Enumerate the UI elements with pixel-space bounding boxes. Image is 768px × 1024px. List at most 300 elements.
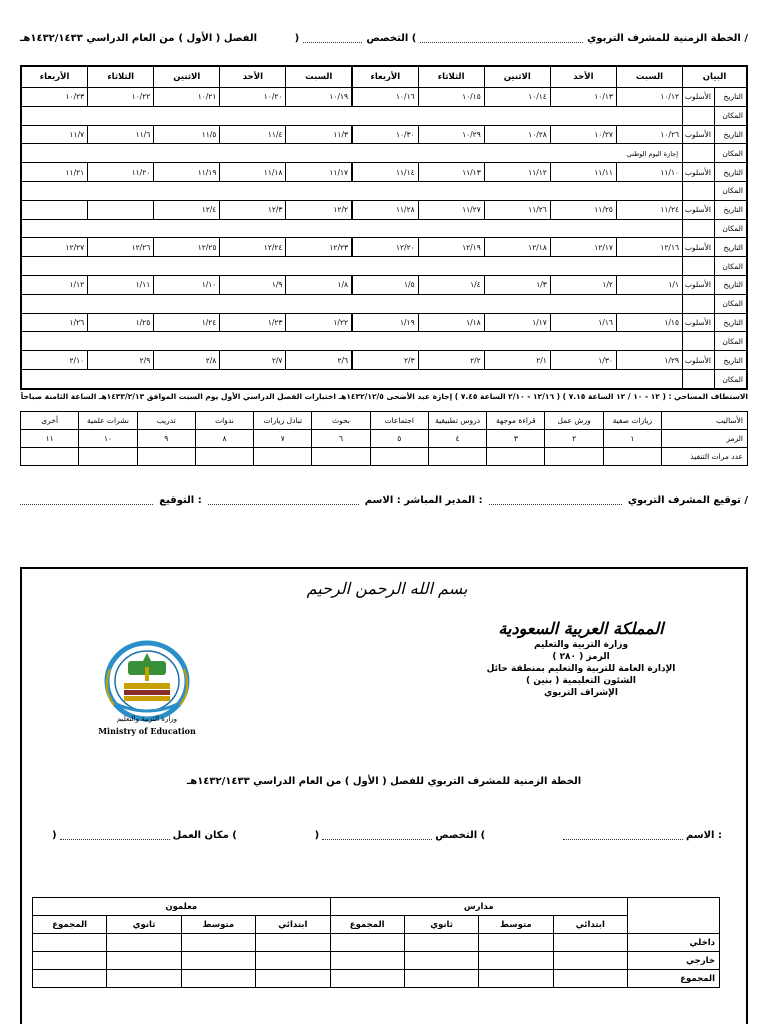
counts-group-header-row xyxy=(33,898,720,916)
schedule-date-cell[interactable] xyxy=(418,351,484,370)
schedule-date-cell[interactable] xyxy=(220,200,286,219)
counts-cell[interactable] xyxy=(553,952,627,970)
plan-header-line xyxy=(20,30,748,46)
date-value: ١٢/١٨ xyxy=(528,242,547,252)
date-value: ١/١٨ xyxy=(466,318,481,328)
schedule-date-cell[interactable] xyxy=(220,87,286,106)
work-place-label: مكان العمل ( xyxy=(172,829,237,841)
schedule-date-cell[interactable] xyxy=(286,200,352,219)
date-value: ١١/١٤ xyxy=(395,167,415,177)
schedule-place-row xyxy=(22,144,747,163)
level-header: ابتدائي xyxy=(256,916,330,934)
schedule-date-cell[interactable] xyxy=(484,87,550,106)
schedule-header-cell: الأحد xyxy=(220,67,286,88)
schedule-date-cell[interactable] xyxy=(616,87,682,106)
logo-caption-arabic: وزارة التربية والتعليم xyxy=(116,715,178,723)
schedule-date-cell[interactable] xyxy=(286,351,352,370)
execution-count-cell[interactable] xyxy=(428,448,486,466)
method-code: ٧ xyxy=(254,430,312,448)
schedule-date-cell[interactable] xyxy=(484,276,550,295)
method-row-label: الأسلوب xyxy=(683,200,715,219)
execution-count-cell[interactable] xyxy=(21,448,79,466)
director-name-label: المدير المباشر : الاسم : xyxy=(364,494,483,506)
method-code: ١٠ xyxy=(79,430,137,448)
counts-cell[interactable] xyxy=(256,970,330,988)
method-row-label: الأسلوب xyxy=(683,163,715,182)
method-name: تبادل زيارات xyxy=(254,412,312,430)
date-row-label: التاريخ xyxy=(715,351,747,370)
counts-cell[interactable] xyxy=(553,970,627,988)
schedule-date-cell[interactable] xyxy=(22,125,88,144)
schedule-date-cell[interactable] xyxy=(22,313,88,332)
schedule-date-cell[interactable] xyxy=(154,238,220,257)
schedule-date-cell[interactable] xyxy=(616,200,682,219)
counts-cell[interactable] xyxy=(181,952,255,970)
signature-line xyxy=(20,492,748,508)
schedule-place-cell[interactable] xyxy=(22,106,683,125)
date-value: ١١/٢٤ xyxy=(660,205,679,215)
specialty-blank[interactable] xyxy=(303,33,362,43)
schedule-header-cell: الأحد xyxy=(550,67,616,88)
date-value: ١١/١١ xyxy=(594,167,613,177)
place-row-spacer xyxy=(683,219,715,238)
ministry-name: وزارة التربية والتعليم xyxy=(533,640,629,650)
date-value: ١/٢٥ xyxy=(135,318,151,328)
level-header: المجموع xyxy=(330,916,404,934)
date-value: ١/٢٤ xyxy=(201,318,217,328)
execution-count-cell[interactable] xyxy=(603,448,661,466)
date-value: ١٠/٢٠ xyxy=(263,92,283,102)
method-name: ندوات xyxy=(195,412,253,430)
schedule-place-cell[interactable] xyxy=(22,294,683,313)
schedule-date-cell[interactable] xyxy=(550,87,616,106)
schedule-date-cell[interactable] xyxy=(418,238,484,257)
schedule-date-row xyxy=(22,238,747,257)
date-value: ١/٥ xyxy=(404,280,415,290)
cover-specialty-close: ) xyxy=(314,829,320,841)
schedule-date-cell[interactable] xyxy=(286,276,352,295)
counts-cell[interactable] xyxy=(107,934,181,952)
counts-cell[interactable] xyxy=(181,970,255,988)
method-row-label: الأسلوب xyxy=(683,87,715,106)
schedule-date-cell[interactable] xyxy=(484,351,550,370)
work-place-group xyxy=(52,830,237,841)
schedule-date-cell[interactable] xyxy=(220,163,286,182)
date-value: ١٠/٢٩ xyxy=(462,129,481,139)
schedule-date-cell[interactable] xyxy=(88,276,154,295)
schedule-place-row xyxy=(22,181,747,200)
date-value: ١١/١٨ xyxy=(263,167,283,177)
date-value: ١٠/١٩ xyxy=(329,92,349,102)
date-value: ١/١٠ xyxy=(201,280,217,290)
date-value: ١/١٧ xyxy=(532,318,547,328)
schedule-grid xyxy=(21,66,747,389)
level-header: متوسط xyxy=(479,916,553,934)
schedule-date-cell[interactable] xyxy=(88,163,154,182)
date-value: ٢/٦ xyxy=(337,355,349,365)
date-value: ١١/٧ xyxy=(69,129,85,139)
schedule-header-cell: الاثنين xyxy=(484,67,550,88)
schools-header: مدارس xyxy=(330,898,628,916)
place-row-spacer xyxy=(683,257,715,276)
schedule-date-cell[interactable] xyxy=(352,276,418,295)
counts-row-label: داخلي xyxy=(628,934,720,952)
execution-count-cell[interactable] xyxy=(487,448,545,466)
schedule-date-cell[interactable] xyxy=(418,125,484,144)
date-value: ١٢/١٧ xyxy=(594,242,613,252)
counts-cell[interactable] xyxy=(479,934,553,952)
directorate-name: الإدارة العامة للتربية والتعليم بمنطقة حائل xyxy=(486,664,676,674)
schedule-place-cell[interactable] xyxy=(22,181,683,200)
execution-count-cell[interactable] xyxy=(195,448,253,466)
date-value: ١١/٢٧ xyxy=(462,205,481,215)
schedule-date-cell[interactable] xyxy=(550,200,616,219)
date-row-label: التاريخ xyxy=(715,200,747,219)
date-value: ١٠/٣٠ xyxy=(395,129,415,139)
method-row-label: الأسلوب xyxy=(683,313,715,332)
work-place-blank[interactable] xyxy=(60,830,170,840)
counts-cell[interactable] xyxy=(404,952,478,970)
schedule-date-cell[interactable] xyxy=(22,200,88,219)
place-row-spacer xyxy=(683,294,715,313)
schedule-date-cell[interactable] xyxy=(550,276,616,295)
date-row-label: التاريخ xyxy=(715,276,747,295)
schedule-place-cell[interactable] xyxy=(22,332,683,351)
date-row-label: التاريخ xyxy=(715,125,747,144)
methods-table xyxy=(20,411,748,466)
counts-row-label: خارجي xyxy=(628,952,720,970)
counts-cell[interactable] xyxy=(33,934,107,952)
date-value: ١٢/٢٠ xyxy=(395,242,415,252)
date-value: ١١/٢٠ xyxy=(131,167,151,177)
date-row-label: التاريخ xyxy=(715,238,747,257)
method-name: ورش عمل xyxy=(545,412,603,430)
place-row-spacer xyxy=(683,332,715,351)
schedule-date-cell[interactable] xyxy=(22,351,88,370)
supervisor-info-line xyxy=(52,827,722,843)
schedule-date-cell[interactable] xyxy=(220,276,286,295)
name-group xyxy=(563,830,722,841)
schedule-date-cell[interactable] xyxy=(616,351,682,370)
educational-affairs: الشئون التعليمية ( بنين ) xyxy=(526,676,636,686)
schedule-date-cell[interactable] xyxy=(220,238,286,257)
date-value: ١/٢٣ xyxy=(267,318,283,328)
level-header: المجموع xyxy=(33,916,107,934)
method-code: ٩ xyxy=(137,430,195,448)
schedule-header-cell: الاثنين xyxy=(154,67,220,88)
date-value: ٢/١ xyxy=(536,355,547,365)
execution-count-cell[interactable] xyxy=(545,448,603,466)
ministry-code: الرمز ( ٢٨٠ ) xyxy=(552,652,610,662)
counts-level-header-row xyxy=(33,916,720,934)
date-value: ١/١١ xyxy=(135,280,151,290)
schedule-date-cell[interactable] xyxy=(418,276,484,295)
schedule-date-cell[interactable] xyxy=(484,125,550,144)
date-value: ١/٢٢ xyxy=(333,318,349,328)
date-value: ١٠/٢٨ xyxy=(528,129,547,139)
date-value: ١/٩ xyxy=(271,280,283,290)
date-value: ١٢/٢ xyxy=(333,205,349,215)
date-value: ١١/١٣ xyxy=(462,167,481,177)
schedule-date-cell[interactable] xyxy=(22,163,88,182)
date-value: ١٠/١٤ xyxy=(528,92,547,102)
date-value: ١٠/٢١ xyxy=(197,92,217,102)
place-row-label: المكان xyxy=(715,181,747,200)
cover-specialty-blank[interactable] xyxy=(322,830,432,840)
date-value: ١٢/٢٦ xyxy=(131,242,151,252)
place-row-spacer xyxy=(683,370,715,389)
schedule-date-cell[interactable] xyxy=(550,125,616,144)
date-value: ١١/٥ xyxy=(201,129,217,139)
schedule-date-cell[interactable] xyxy=(616,276,682,295)
date-value: ٢/٣ xyxy=(404,355,415,365)
method-name: اجتماعات xyxy=(370,412,428,430)
schedule-date-row xyxy=(22,276,747,295)
counts-cell[interactable] xyxy=(33,952,107,970)
schedule-date-cell[interactable] xyxy=(352,200,418,219)
method-code: ١ xyxy=(603,430,661,448)
schedule-date-cell[interactable] xyxy=(220,313,286,332)
counts-cell[interactable] xyxy=(330,952,404,970)
date-value: ١/١٩ xyxy=(400,318,415,328)
date-value: ١٠/١٥ xyxy=(462,92,481,102)
date-value: ١١/٢٥ xyxy=(594,205,613,215)
execution-count-cell[interactable] xyxy=(79,448,137,466)
schedule-date-cell[interactable] xyxy=(352,163,418,182)
schedule-date-cell[interactable] xyxy=(220,351,286,370)
schedule-date-cell[interactable] xyxy=(484,313,550,332)
schedule-table xyxy=(20,65,748,390)
schedule-date-cell[interactable] xyxy=(418,313,484,332)
counts-cell[interactable] xyxy=(256,934,330,952)
date-value: ١٠/٢٢ xyxy=(131,92,151,102)
method-code: ٨ xyxy=(195,430,253,448)
name-label: الاسم : xyxy=(685,829,722,841)
supervisor-signature-blank[interactable] xyxy=(489,495,622,505)
schedule-date-cell[interactable] xyxy=(154,163,220,182)
schedule-date-cell[interactable] xyxy=(418,163,484,182)
date-value: ١٢/٢٤ xyxy=(263,242,283,252)
schedule-date-cell[interactable] xyxy=(22,238,88,257)
date-value: ١/٨ xyxy=(337,280,349,290)
counts-cell[interactable] xyxy=(256,952,330,970)
schedule-date-row xyxy=(22,351,747,370)
schedule-date-cell[interactable] xyxy=(88,313,154,332)
schedule-place-cell[interactable] xyxy=(22,144,683,163)
date-value: ١/٣ xyxy=(536,280,547,290)
counts-cell[interactable] xyxy=(181,934,255,952)
schedule-date-row xyxy=(22,313,747,332)
counts-cell[interactable] xyxy=(107,970,181,988)
schedule-place-cell[interactable] xyxy=(22,370,683,389)
level-header: ابتدائي xyxy=(553,916,627,934)
schedule-date-cell[interactable] xyxy=(154,313,220,332)
schedule-date-cell[interactable] xyxy=(616,163,682,182)
schedule-date-cell[interactable] xyxy=(154,276,220,295)
schedule-date-cell[interactable] xyxy=(616,238,682,257)
schedule-date-cell[interactable] xyxy=(418,200,484,219)
work-place-close: ) xyxy=(52,829,57,841)
ministry-header xyxy=(466,619,696,699)
schedule-date-cell[interactable] xyxy=(154,87,220,106)
place-row-label: المكان xyxy=(715,106,747,125)
kingdom-name: المملكة العربية السعودية xyxy=(498,619,664,638)
date-value: ٢/٢ xyxy=(470,355,481,365)
date-value: ١١/٣ xyxy=(333,129,349,139)
schedule-place-cell[interactable] xyxy=(22,257,683,276)
schedule-place-row xyxy=(22,257,747,276)
method-name: دروس تطبيقية xyxy=(428,412,486,430)
counts-cell[interactable] xyxy=(479,970,553,988)
date-value: ١٢/٢٧ xyxy=(65,242,85,252)
date-value: ١٢/١٩ xyxy=(462,242,481,252)
schedule-date-cell[interactable] xyxy=(616,313,682,332)
schedule-date-cell[interactable] xyxy=(154,200,220,219)
supervision-dept: الإشراف التربوي xyxy=(544,688,618,698)
schedule-date-cell[interactable] xyxy=(220,125,286,144)
specialty-close: ) xyxy=(294,32,300,44)
logo-caption-english: Ministry of Education xyxy=(98,726,196,736)
cover-specialty-label: التخصص ( xyxy=(435,829,486,841)
date-value: ١٢/٢٣ xyxy=(329,242,349,252)
academic-year: من العام الدراسي ١٤٣٢/١٤٣٣هـ xyxy=(20,32,175,44)
schedule-date-cell[interactable] xyxy=(286,87,352,106)
schedule-date-cell[interactable] xyxy=(352,238,418,257)
date-value: ١٢/١٦ xyxy=(660,242,679,252)
execution-count-cell[interactable] xyxy=(370,448,428,466)
method-code: ٥ xyxy=(370,430,428,448)
schedule-date-cell[interactable] xyxy=(352,125,418,144)
date-value: ٢/٨ xyxy=(205,355,217,365)
counts-cell[interactable] xyxy=(479,952,553,970)
date-value: ١/١٦ xyxy=(598,318,613,328)
schedule-date-cell[interactable] xyxy=(286,163,352,182)
supervisor-name-blank[interactable] xyxy=(420,33,583,43)
basmala-calligraphy: بسم الله الرحمن الرحيم xyxy=(306,579,468,598)
schedule-date-row xyxy=(22,200,747,219)
semester-label: الفصل ( الأول ) xyxy=(178,32,257,44)
methods-label: الأساليب xyxy=(662,412,748,430)
execution-count-cell[interactable] xyxy=(137,448,195,466)
schedule-date-cell[interactable] xyxy=(286,238,352,257)
place-row-spacer xyxy=(683,144,715,163)
counts-cell[interactable] xyxy=(404,970,478,988)
plan-header-title: الخطة الزمنية للمشرف التربوي / xyxy=(587,32,748,44)
teachers-header: معلمون xyxy=(33,898,331,916)
notes-line: الاستطاف المساحي : ( ١٢ - ١٠ / ١٢ الساعة ٧.١٥ ) ( ١٢/١٦ - ٢/١٠ الساعة ٧.٤٥ ) إجازة عيد الأضحى ١٤٣٢/١٢/٥هـ اختبارات الفصل الدراسي الأول يوم السبت الموافق ١٤٣٣/٢/١٣هـ الساعة الثامنة صباحاً xyxy=(20,392,748,401)
date-value: ١١/٦ xyxy=(135,129,151,139)
counts-data-row xyxy=(33,970,720,988)
counts-cell[interactable] xyxy=(107,952,181,970)
date-value: ١١/٢١ xyxy=(65,167,85,177)
date-value: ١٢/٢٥ xyxy=(197,242,217,252)
schedule-header-cell: البيان xyxy=(683,67,747,88)
schedule-date-cell[interactable] xyxy=(616,125,682,144)
director-signature-blank[interactable] xyxy=(20,495,153,505)
date-value: ١٠/٢٦ xyxy=(660,129,679,139)
schedule-date-cell[interactable] xyxy=(154,351,220,370)
schedule-date-cell[interactable] xyxy=(88,200,154,219)
schedule-date-cell[interactable] xyxy=(352,351,418,370)
schedule-date-cell[interactable] xyxy=(286,125,352,144)
place-row-label: المكان xyxy=(715,294,747,313)
schedule-date-cell[interactable] xyxy=(352,313,418,332)
method-code: ٣ xyxy=(487,430,545,448)
schedule-date-cell[interactable] xyxy=(352,87,418,106)
schedule-date-row xyxy=(22,87,747,106)
date-value: ١٠/١٦ xyxy=(395,92,415,102)
schedule-date-cell[interactable] xyxy=(550,351,616,370)
schedule-date-cell[interactable] xyxy=(550,238,616,257)
counts-cell[interactable] xyxy=(330,970,404,988)
schedule-date-cell[interactable] xyxy=(550,163,616,182)
date-value: ١٢/٣ xyxy=(267,205,283,215)
counts-cell[interactable] xyxy=(553,934,627,952)
date-value: ١٢/٤ xyxy=(201,205,217,215)
plan-title: الخطة الزمنية للمشرف التربوي للفصل ( الأول ) من العام الدراسي ١٤٣٢/١٤٣٣هـ xyxy=(186,776,582,787)
counts-cell[interactable] xyxy=(330,934,404,952)
date-value: ١/٣٠ xyxy=(598,355,613,365)
date-value: ١٠/٢٣ xyxy=(65,92,85,102)
counts-cell[interactable] xyxy=(33,970,107,988)
schedule-header-cell: الأربعاء xyxy=(352,67,418,88)
schedule-date-cell[interactable] xyxy=(550,313,616,332)
date-row-label: التاريخ xyxy=(715,87,747,106)
schedule-date-cell[interactable] xyxy=(88,238,154,257)
schedule-date-cell[interactable] xyxy=(88,125,154,144)
date-value: ٢/٩ xyxy=(139,355,151,365)
name-blank[interactable] xyxy=(563,830,683,840)
schedule-place-row xyxy=(22,332,747,351)
schedule-date-cell[interactable] xyxy=(88,87,154,106)
date-value: ١/٢٩ xyxy=(664,355,679,365)
codes-label: الرمز xyxy=(662,430,748,448)
schedule-date-cell[interactable] xyxy=(484,163,550,182)
method-code: ١١ xyxy=(21,430,79,448)
schedule-date-cell[interactable] xyxy=(484,200,550,219)
director-name-blank[interactable] xyxy=(208,495,359,505)
counts-cell[interactable] xyxy=(404,934,478,952)
execution-count-cell[interactable] xyxy=(254,448,312,466)
schedule-date-cell[interactable] xyxy=(22,87,88,106)
specialty-group xyxy=(315,830,486,841)
date-value: ١٠/٢٧ xyxy=(594,129,613,139)
date-value: ١/١٥ xyxy=(664,318,679,328)
counts-data-row xyxy=(33,952,720,970)
method-name: أخرى xyxy=(21,412,79,430)
counts-corner xyxy=(628,898,720,934)
schedule-place-row xyxy=(22,370,747,389)
method-name: تدريب xyxy=(137,412,195,430)
schedule-date-cell[interactable] xyxy=(88,351,154,370)
schedule-date-cell[interactable] xyxy=(484,238,550,257)
place-row-label: المكان xyxy=(715,332,747,351)
schedule-date-cell[interactable] xyxy=(22,276,88,295)
method-name: بحوث xyxy=(312,412,370,430)
schedule-date-cell[interactable] xyxy=(286,313,352,332)
schedule-place-cell[interactable] xyxy=(22,219,683,238)
date-value: ١١/١٢ xyxy=(528,167,547,177)
execution-count-cell[interactable] xyxy=(312,448,370,466)
method-row-label: الأسلوب xyxy=(683,276,715,295)
director-signature-label: التوقيع : xyxy=(159,494,202,506)
counts-data-row xyxy=(33,934,720,952)
schedule-date-cell[interactable] xyxy=(154,125,220,144)
schedule-date-row xyxy=(22,125,747,144)
level-header: ثانوي xyxy=(107,916,181,934)
schedule-date-cell[interactable] xyxy=(418,87,484,106)
date-value: ١/٤ xyxy=(470,280,481,290)
